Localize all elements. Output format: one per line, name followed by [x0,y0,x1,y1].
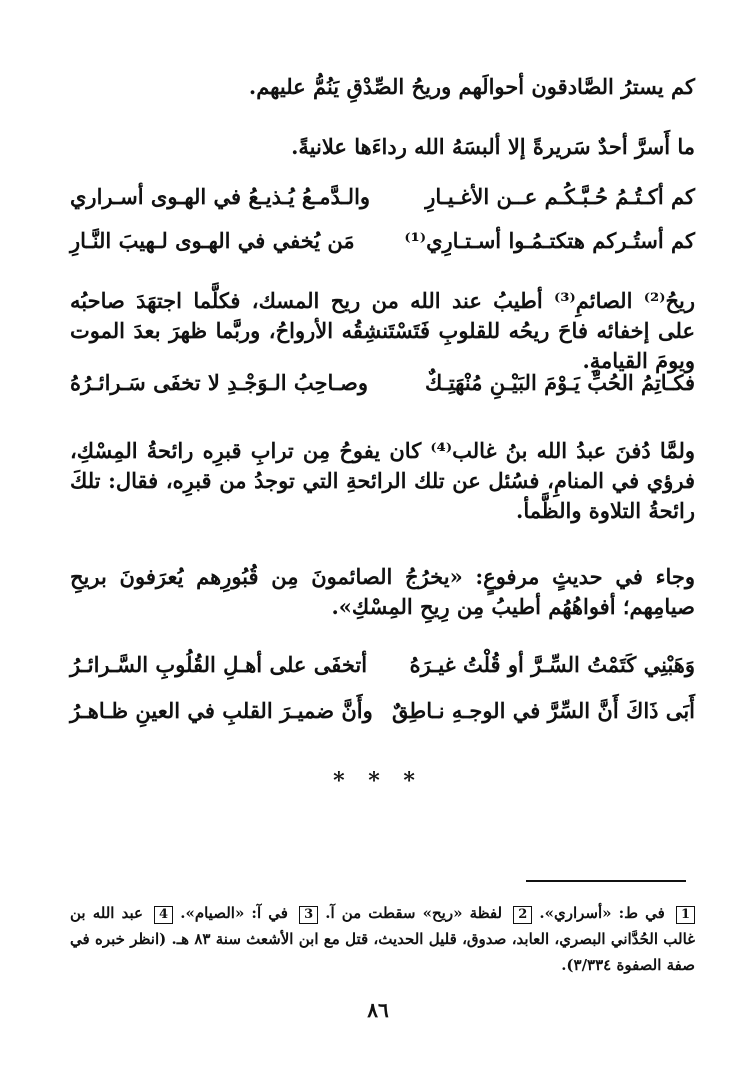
verse-3-line-2 [70,698,695,734]
footnote-text: لفظة «ريح» سقطت من آ. [325,904,503,922]
page-number: ٨٦ [367,998,389,1022]
footnote-text: عبد الله بن غالب الحُدَّاني البصري، العابد، صدوق، قليل الحديث، قتل مع ابن الأشعث سنة ٨٣ هـ. (انظر خبره في صفة الصفوة ٣/٣٣٤). [70,904,695,974]
footnotes [70,900,695,978]
paragraph-2: ما أَسرَّ أحدٌ سَريرةً إلا ألبسَهُ الله رداءَها علانيةً. [291,134,695,159]
hemistich: والـدَّمـعُ يُـذيـعُ في الهـوى أسـراري [70,184,371,209]
footnote-number: 1 [676,906,695,924]
verse-2 [70,370,695,406]
section-separator: * * * [333,768,423,794]
paragraph-4: ولمَّا دُفنَ عبدُ الله بنُ غالب⁽⁴⁾ كان يفوحُ مِن ترابِ قبرِه رائحةُ المِسْكِ، فرؤي في المنامِ، فسُئل عن تلك الرائحةِ التي توجدُ من قبرِه، فقال: تلكَ رائحةُ التلاوة والظَّمأ. [70,438,695,523]
footnote-number: 2 [513,906,532,924]
hemistich: وأَنَّ ضميـرَ القلبِ في العينِ ظـاهـرُ [70,698,373,723]
footnote-text: في آ: «الصيام». [180,904,288,922]
hemistich: فكـاتِمُ الحُبِّ يَـوْمَ البَيْـنِ مُنْهَتِـكٌ [424,370,695,395]
verse-3-line-1 [70,652,695,688]
footnote-text: في ط: «أسراري». [539,904,665,922]
verse-1-line-2 [70,228,695,264]
hemistich: أَبَى ذَاكَ أَنَّ السِّرَّ في الوجـهِ نـاطِقٌ [392,698,695,723]
footnote-divider [526,880,686,882]
paragraph-5: وجاء في حديثٍ مرفوعٍ: «يخرُجُ الصائمونَ مِن قُبُورِهم يُعرَفونَ بريحِ صيامِهم؛ أفواهُهُم أطيبُ مِن رِيحِ المِسْكِ». [70,564,695,619]
paragraph-3: ريحُ⁽²⁾ الصائمِ⁽³⁾ أطيبُ عند الله من ريح المسك، فكلَّما اجتهَدَ صاحبُه على إخفائه فاحَ ريحُه للقلوبِ فَتَسْتَنشِقُه الأرواحُ، وربَّما ظهرَ بعدَ الموت ويومَ القيامةِ. [70,288,696,373]
hemistich: كم أستُـركم هتكتـمُـوا أسـتـارِي⁽¹⁾ [404,228,695,253]
hemistich: وصـاحِبُ الـوَجْـدِ لا تخفَى سَـرائـرُهُ [70,370,369,395]
hemistich: مَن يُخفي في الهـوى لـهيبَ النَّـارِ [70,228,355,253]
hemistich: أتخفَى على أهـلِ القُلُوبِ السَّـرائـرُ [70,652,368,677]
hemistich: كم أكـتُـمُ حُـبَّـكُـم عــن الأغـيـارِ [425,184,695,209]
paragraph-1: كم يسترُ الصَّادقون أحوالَهم وريحُ الصِّدْقِ يَنُمُّ عليهم. [248,74,695,99]
hemistich: وَهَبْنِي كَتَمْتُ السِّـرَّ أو قُلْتُ غيـرَهُ [409,652,695,677]
verse-1-line-1 [70,184,695,220]
footnote-number: 4 [154,906,173,924]
footnote-number: 3 [299,906,318,924]
